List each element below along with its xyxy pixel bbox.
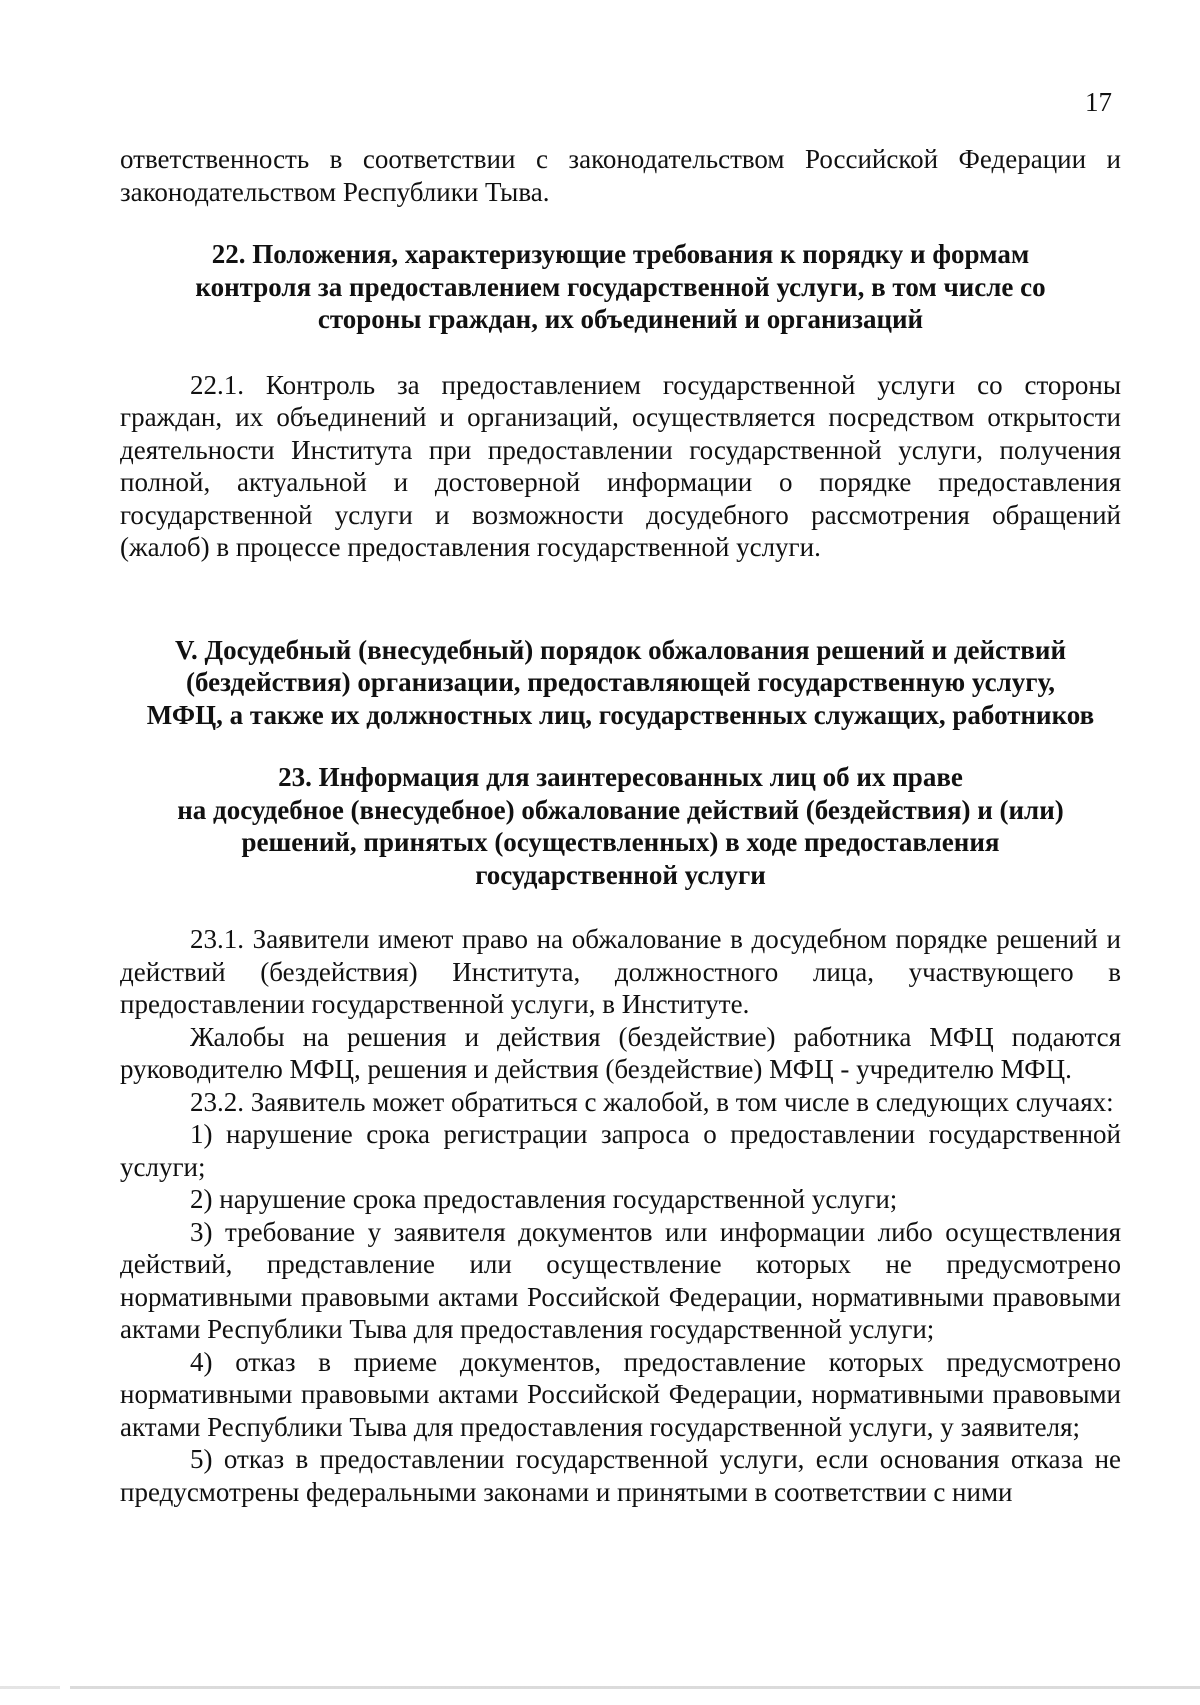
paragraph-23-2: 23.2. Заявитель может обратиться с жалобой, в том числе в следующих случаях:: [190, 1086, 1114, 1117]
section-22-heading: [120, 238, 1121, 336]
list-item-3: 3) требование у заявителя документов или информации либо осуществления действий, представление или осуществление которых не предусмотрено нормативными правовыми актами Российской Федерации, нормативными правовыми актами Республики Тыва для предоставления государственной услуги;: [120, 1216, 1121, 1344]
heading-line: на досудебное (внесудебное) обжалование действий (бездействия) и (или): [177, 794, 1064, 825]
heading-line: МФЦ, а также их должностных лиц, государственных служащих, работников: [146, 699, 1095, 730]
chapter-v-heading: [120, 634, 1121, 732]
list-item-4: 4) отказ в приеме документов, предоставление которых предусмотрено нормативными правовыми актами Российской Федерации, нормативными правовыми актами Республики Тыва для предоставления государственной услуги, у заявителя;: [120, 1346, 1121, 1442]
document-body: [120, 143, 1121, 1508]
scan-edge-line: [0, 1686, 1200, 1689]
heading-line: (бездействия) организации, предоставляющей государственную услугу,: [185, 667, 1056, 697]
heading-line: 23. Информация для заинтересованных лиц об их праве: [278, 762, 963, 792]
heading-line: V. Досудебный (внесудебный) порядок обжалования решений и действий: [174, 634, 1066, 665]
list-item-2: 2) нарушение срока предоставления государственной услуги;: [190, 1184, 898, 1214]
heading-line: решений, принятых (осуществленных) в ходе предоставления: [241, 827, 1000, 857]
intro-paragraph: ответственность в соответствии с законодательством Российской Федерации и законодательством Республики Тыва.: [120, 144, 1121, 207]
paragraph-22-1: 22.1. Контроль за предоставлением государственной услуги со стороны граждан, их объединений и организаций, осуществляется посредством открытости деятельности Института при предоставлении государственной услуги, получения полной, актуальной и достоверной информации о порядке предоставления государственной услуги и возможности досудебного рассмотрения обращений (жалоб) в процессе предоставления государственной услуги.: [120, 369, 1121, 562]
heading-line: 22. Положения, характеризующие требования к порядку и формам: [211, 239, 1030, 269]
heading-line: стороны граждан, их объединений и организаций: [317, 304, 924, 334]
page-number: 17: [1085, 87, 1112, 117]
paragraph-complaints: Жалобы на решения и действия (бездействие) работника МФЦ подаются руководителю МФЦ, решения и действия (бездействие) МФЦ - учредителю МФЦ.: [120, 1021, 1121, 1084]
heading-line: контроля за предоставлением государственной услуги, в том числе со: [195, 271, 1046, 302]
section-23-heading: [120, 761, 1121, 891]
list-item-5: 5) отказ в предоставлении государственной услуги, если основания отказа не предусмотрены федеральными законами и принятыми в соответствии с ними: [120, 1444, 1121, 1507]
heading-line: государственной услуги: [475, 859, 766, 890]
paragraph-23-1: 23.1. Заявители имеют право на обжалование в досудебном порядке решений и действий (бездействия) Института, должностного лица, участвующего в предоставлении государственной услуги, в Институте.: [120, 924, 1121, 1019]
list-item-1: 1) нарушение срока регистрации запроса о предоставлении государственной услуги;: [120, 1119, 1121, 1182]
